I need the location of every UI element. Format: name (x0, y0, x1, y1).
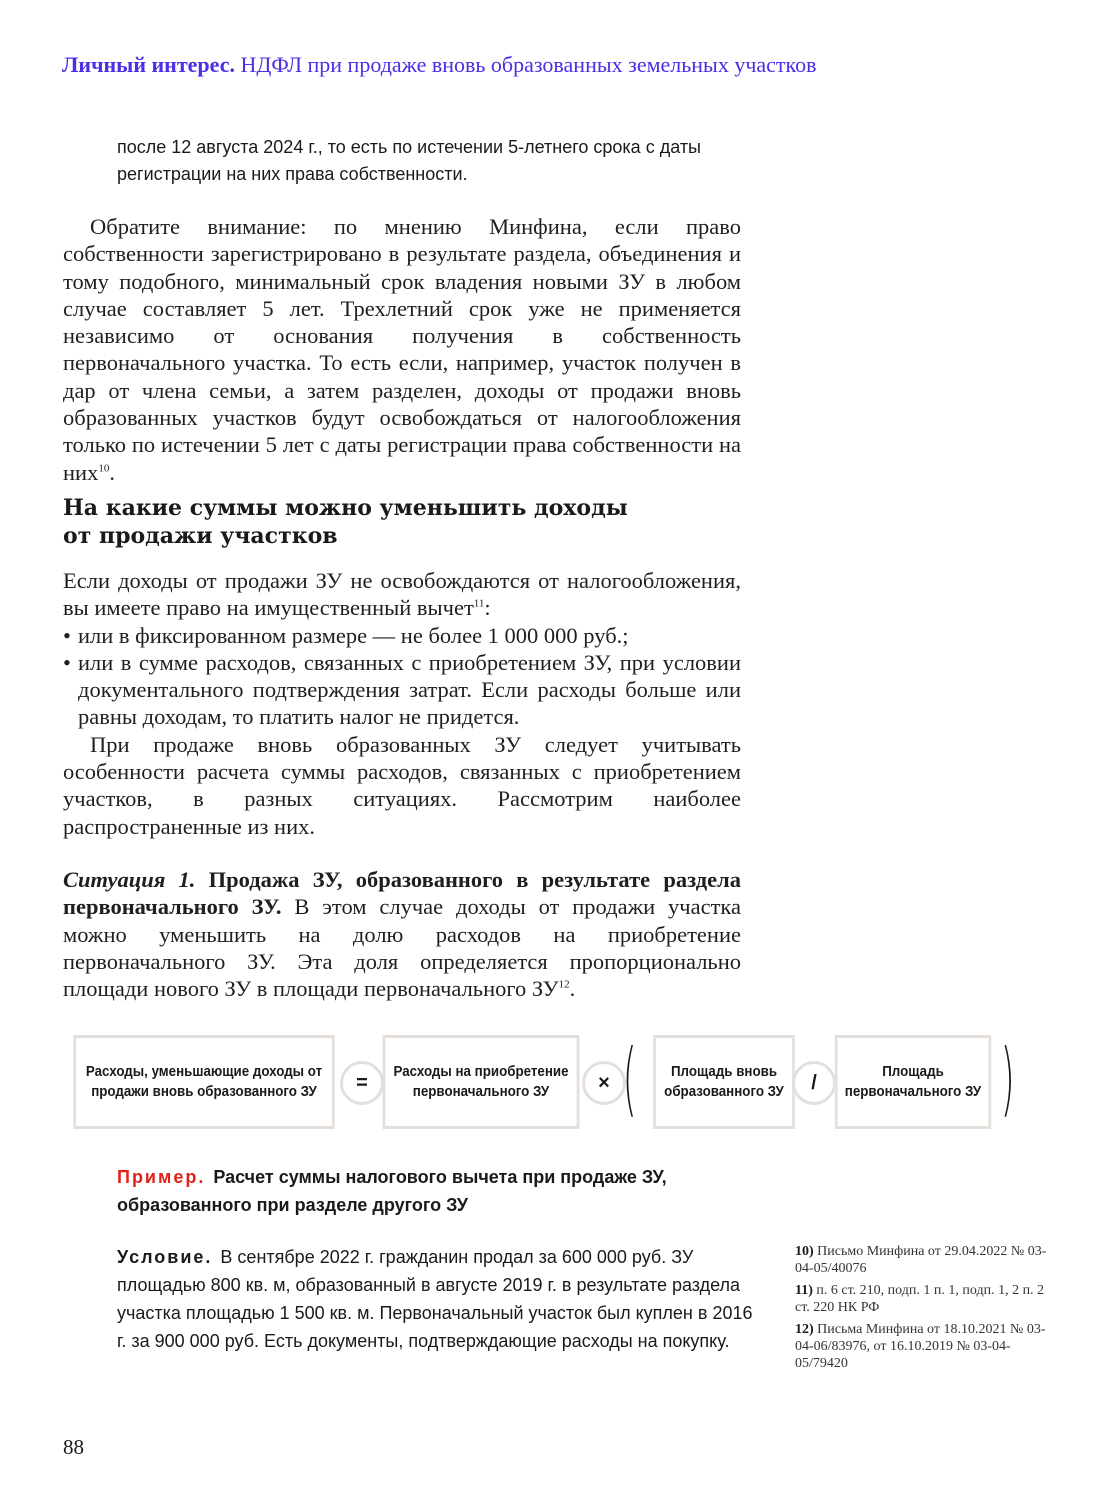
deduction-section (63, 567, 741, 840)
deduction-options-list (63, 622, 741, 731)
deduction-intro: Если доходы от продажи ЗУ не освобождаются от налогообложения, вы имеете право на имущественный вычет$^{11}$: (63, 568, 741, 621)
paragraph-attention: Обратите внимание: по мнению Минфина, если право собственности зарегистрировано в результате раздела, объединения и тому подобного, минимальный срок владения новыми ЗУ в любом случае составляет 5 лет. Трехлетний срок уже не применяется независимо от основания получения в собственность первоначального участка. То есть если, например, участок получен в дар от члена семьи, а затем разделен, доходы от продажи вновь образованных участков будут освобождаться от налогообложения только по истечении 5 лет с даты регистрации права собственности на них$^{10}$. (63, 214, 741, 485)
condition-label: Условие. (117, 1247, 213, 1267)
formula-box-deductible-expenses: Расходы, уменьшающие доходы от продажи вновь образованного ЗУ (73, 1035, 334, 1129)
condition-text: В сентябре 2022 г. гражданин продал за 600 000 руб. ЗУ площадью 800 кв. м, образованный в августе 2019 г. в результате раздела участка площадью 1 500 кв. м. Первоначальный участок был куплен в 2016 г. за 900 000 руб. Есть документы, подтверждающие расходы на покупку. (117, 1247, 753, 1351)
list-item: • или в фиксированном размере — не более 1 000 000 руб.; (63, 622, 741, 649)
open-paren: ( (622, 1032, 637, 1125)
footnotes (795, 1243, 1055, 1377)
footnote-11: 11) п. 6 ст. 210, подп. 1 п. 1, подп. 1, 2 п. 2 ст. 220 НК РФ (795, 1283, 1045, 1315)
situation-label: Ситуация 1. (63, 867, 196, 892)
formula-box-original-cost: Расходы на приобретение первоначального ЗУ (383, 1035, 580, 1129)
situation-title: Продажа ЗУ, образованного в результате раздела первоначального ЗУ. (63, 867, 741, 920)
close-paren: ) (1000, 1032, 1015, 1125)
footnote-12: 12) Письма Минфина от 18.10.2021 № 03-04-06/83976, от 16.10.2019 № 03-04-05/79420 (795, 1322, 1046, 1371)
footnote-10: 10) Письмо Минфина от 29.04.2022 № 03-04-05/40076 (795, 1244, 1047, 1276)
footnote-ref-12[interactable]: 12 (558, 978, 570, 991)
equals-operator-icon: = (340, 1061, 384, 1105)
example-heading (117, 1163, 757, 1219)
divide-operator-icon: / (792, 1061, 836, 1105)
example-condition (117, 1243, 757, 1355)
list-item: • или в сумме расходов, связанных с приобретением ЗУ, при условии документального подтверждения затрат. Если расходы больше или равны доходам, то платить налог не придется. (63, 649, 741, 731)
deduction-followup: При продаже вновь образованных ЗУ следует учитывать особенности расчета суммы расходов, связанных с приобретением участков, в разных ситуациях. Рассмотрим наиболее распространенные из них. (63, 731, 741, 839)
situation-1: Ситуация 1. Продажа ЗУ, образованного в результате раздела первоначального ЗУ. В этом случае доходы от продажи участка можно уменьшить на долю расходов на приобретение первоначального ЗУ. Эта доля определяется пропорционально площади нового ЗУ в площади первоначального ЗУ$^{12}$. (63, 867, 741, 1002)
running-header (62, 52, 817, 78)
example-note-continuation: после 12 августа 2024 г., то есть по истечении 5-летнего срока с даты регистрации на них права собственности. (117, 137, 701, 184)
footnote-ref-11[interactable]: 11 (473, 597, 485, 610)
multiply-operator-icon: × (582, 1061, 626, 1105)
section-heading: На какие суммы можно уменьшить доходы от продажи участков (63, 495, 628, 549)
header-section: Личный интерес. (62, 52, 235, 77)
formula-box-new-area: Площадь вновь образованного ЗУ (653, 1035, 795, 1129)
example-label: Пример. (117, 1167, 206, 1187)
formula-diagram (62, 1032, 1022, 1129)
formula-box-original-area: Площадь первоначального ЗУ (835, 1035, 991, 1129)
footnote-ref-10[interactable]: 10 (98, 462, 110, 475)
page-number: 88 (63, 1435, 84, 1459)
header-title: НДФЛ при продаже вновь образованных земельных участков (240, 52, 817, 77)
example-title: Расчет суммы налогового вычета при продаже ЗУ, образованного при разделе другого ЗУ (117, 1167, 667, 1215)
